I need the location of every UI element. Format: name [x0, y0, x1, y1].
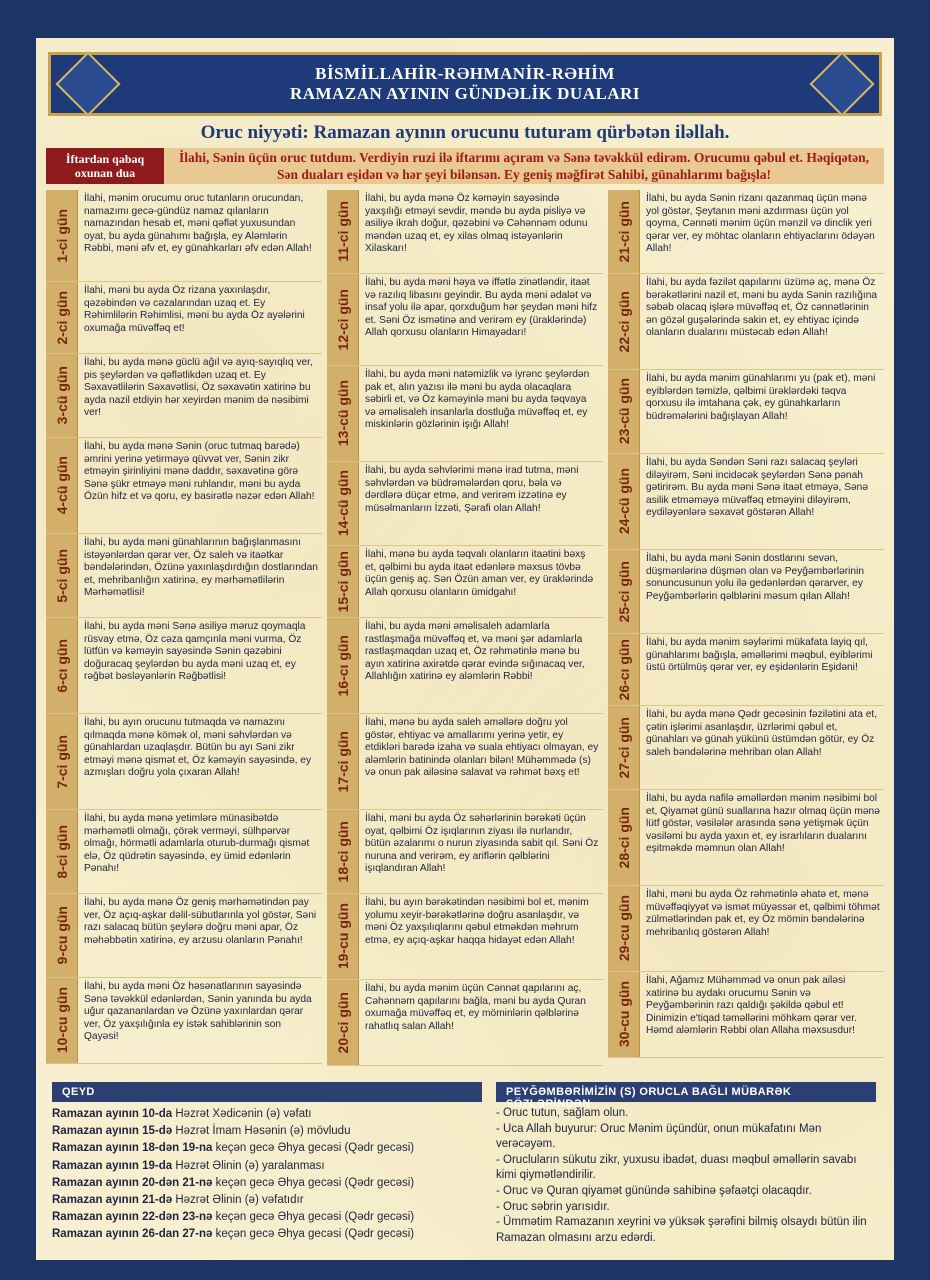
note-date: Ramazan ayının 15-də — [52, 1125, 173, 1138]
day-tab — [46, 282, 78, 353]
day-prayer-text: İlahi, bu ayda məni Sənə asiliyə məruz qoymaqla rüsvay etmə, Öz cəza qamçınla məni vurma, Öz lütfün və kəməyin sayəsində Sənin qəzəbini doğuracaq şeylərdən bu ayda məni uzaq et, ey rəğbət bəsləyənlərin Rəğbətlisi! — [84, 621, 306, 683]
day-cell — [608, 972, 884, 1058]
day-tab — [46, 618, 78, 713]
day-label: 3-cü gün — [53, 366, 70, 425]
day-prayer-text: İlahi, məni bu ayda Öz rizana yaxınlaşdır, qəzəbindən və cəzalarından uzaq et. Ey Rəhimlilərin Rəhimlisi, məni bu ayda Öz ayələrini oxumağa müvəffəq et! — [84, 285, 305, 334]
note-row — [52, 1175, 482, 1192]
day-label: 2-ci gün — [53, 290, 70, 345]
day-tab — [608, 886, 640, 971]
day-cell — [46, 894, 322, 978]
note-date: Ramazan ayının 20-dən 21-nə — [52, 1176, 213, 1189]
day-tab — [46, 894, 78, 977]
note-event: Həzrət Əlinin (ə) vəfatıdır — [172, 1194, 304, 1207]
day-prayer-text: İlahi, bu ayda mənim səylərimi mükafata layiq qıl, günahlarımı bağışla, əməllərimi məqbul, eyiblərimi üstü örtülmüş qərar ver, ey eşidənlərin Eşidəni! — [646, 637, 873, 674]
day-cell — [608, 706, 884, 790]
day-label: 18-ci gün — [334, 820, 351, 883]
day-label: 15-ci gün — [334, 550, 351, 613]
iftar-text: İlahi, Sənin üçün oruc tutdum. Verdiyin ruzi ilə iftarımı açıram və Sənə təvəkkül edirəm. Orucumu qəbul et. Həqiqətən, Sən duaları eşidən və hər şeyi bilənsən. Ey geniş məğfirət Sahibi, günahlarımı bağışla! — [179, 150, 869, 182]
day-label: 11-ci gün — [334, 201, 351, 262]
day-cell — [608, 790, 884, 886]
day-prayer-text: İlahi, bu ayda fəzilət qapılarını üzümə aç, mənə Öz bərəkətlərini nazil et, məni bu ayda Sənin razılığına səbəb olacaq işlərə müvəffəq et, Öz cənnətlərinin ən gözəl guşələrində sakin et, ey ehtiyac içində olanların dualarını müstəcab edən Allah! — [646, 277, 878, 339]
day-label: 14-cü gün — [334, 470, 351, 537]
day-cell — [327, 366, 603, 462]
note-row — [52, 1123, 482, 1140]
note-event: keçən gecə Əhya gecəsi (Qədr gecəsi) — [212, 1228, 415, 1241]
day-cell — [46, 534, 322, 618]
title-banner — [48, 52, 882, 116]
day-cell — [327, 714, 603, 810]
day-label: 17-ci gün — [334, 730, 351, 793]
days-column-3 — [608, 190, 884, 1058]
day-prayer-text: İlahi, məni bu ayda Öz rəhmətinlə əhatə et, mənə müvəffəqiyyət və ismət müyəssər et, qəlbimi töhmət zülmətlərindən pak et, ey Öz mömin bəndələrinə mehribanlıq göstərən Allah! — [646, 889, 880, 938]
note-date: Ramazan ayının 21-də — [52, 1194, 173, 1207]
day-label: 30-cu gün — [615, 981, 632, 1048]
day-tab — [608, 550, 640, 633]
day-cell — [327, 618, 603, 714]
day-label: 26-cı gün — [615, 638, 632, 701]
iftar-dua-box — [46, 148, 884, 184]
day-label: 19-cu gün — [334, 903, 351, 970]
day-label: 13-cü gün — [334, 380, 351, 447]
day-prayer-text: İlahi, bu ayda mənə Öz geniş mərhəmətindən pay ver, Öz açıq-aşkar dəlil-sübutlarınla yol göstər, Səni razı salacaq bütün şeylərə doğru məni apar, Öz məhəbbətin xatirinə, ey arzusu olanların Pənahı! — [84, 897, 317, 946]
note-row — [52, 1158, 482, 1175]
day-tab — [327, 274, 359, 365]
day-cell — [46, 354, 322, 438]
day-prayer-text: İlahi, Ağamız Mühəmməd və onun pak ailəsi xatirinə bu aydakı orucumu Sənin və Peyğəmbərinin razı qaldığı şəkildə qəbul et! Dinimizin e'tiqad təməllərini möhkəm qərar ver. Həmd aləmlərin Rəbbi olan Allaha məxsusdur! — [646, 975, 857, 1037]
note-date: Ramazan ayının 22-dən 23-nə — [52, 1211, 213, 1224]
day-label: 23-cü gün — [615, 378, 632, 445]
day-cell — [327, 190, 603, 274]
note-event: keçən gecə Əhya gecəsi (Qədr gecəsi) — [212, 1142, 415, 1155]
day-tab — [327, 810, 359, 893]
day-cell — [608, 634, 884, 706]
banner-line-2: RAMAZAN AYININ GÜNDƏLİK DUALARI — [290, 84, 640, 103]
day-tab — [327, 462, 359, 545]
ornament-left-icon — [55, 51, 120, 116]
day-tab — [608, 706, 640, 789]
saying-item: - Oruc və Quran qiyamət günündə sahibinə şəfaətçi olacaqdır. — [496, 1184, 812, 1197]
note-event: keçən gecə Əhya gecəsi (Qədr gecəsi) — [212, 1211, 415, 1224]
day-tab — [46, 438, 78, 533]
day-cell — [46, 190, 322, 282]
day-cell — [46, 810, 322, 894]
day-label: 21-ci gün — [615, 200, 632, 263]
day-prayer-text: İlahi, bu ayın bərəkətindən nəsibimi bol et, mənim yolumu xeyir-bərəkətlərinə doğru asanlaşdır, və məni Öz yaxşılıqlarını qəbul etməkdən məhrum etmə, ey açıq-aşkar haqqa hidayət edən Allah! — [365, 897, 589, 946]
day-prayer-text: İlahi, bu ayda məni günahlarının bağışlanmasını istəyənlərdən qərar ver, Öz saleh və itaətkar bəndələrindən, Özünə yaxınlaşdırdığın dostlarından et, mehribanlığın xatirinə, ey mərhəmətlilərin Mərhəmətlisi! — [84, 537, 318, 599]
note-event: Həzrət Xədicənin (ə) vəfatı — [172, 1108, 312, 1120]
day-cell — [46, 714, 322, 810]
note-row — [52, 1192, 482, 1209]
day-cell — [46, 282, 322, 354]
day-tab — [327, 366, 359, 461]
day-prayer-text: İlahi, bu ayda Səndən Səni razı salacaq şeyləri diləyirəm, Səni incidəcək şeylərdən Sənə pənah gətirirəm. Bu ayda məni Sənə itaət etməyə, Sənə asilik etməməyə müvəffəq etməyini diləyirəm, eydiləyənlərə səxavət göstərən Allah! — [646, 457, 868, 519]
day-cell — [327, 462, 603, 546]
note-event: keçən gecə Əhya gecəsi (Qədr gecəsi) — [212, 1176, 415, 1189]
day-label: 12-ci gün — [334, 288, 351, 351]
day-prayer-text: İlahi, bu ayda Sənin rizanı qazanmaq üçün mənə yol göstər, Şeytanın məni azdırması üçün yol qoyma, Cənnəti mənim üçün mənzil və dinclik yeri qərar ver, ey möhtac olanların ehtiyaclarını ödəyən Allah! — [646, 193, 875, 255]
day-label: 6-cı gün — [53, 638, 70, 693]
day-label: 4-cü gün — [53, 456, 70, 515]
day-tab — [46, 714, 78, 809]
day-label: 29-cu gün — [615, 895, 632, 962]
day-cell — [608, 370, 884, 454]
poster-sheet — [36, 38, 894, 1260]
day-cell — [46, 978, 322, 1064]
day-tab — [327, 546, 359, 617]
day-label: 7-ci gün — [53, 734, 70, 789]
day-tab — [608, 790, 640, 885]
saying-item: - Ümmətim Ramazanın xeyrini və yüksək şərəfini bilmiş olsaydı bütün ilin Ramazan olmasını arzu edərdi. — [496, 1216, 867, 1244]
note-event: Həzrət İmam Həsənin (ə) mövludu — [172, 1125, 351, 1138]
day-label: 5-ci gün — [53, 548, 70, 603]
day-cell — [608, 190, 884, 274]
note-date: Ramazan ayının 10-da — [52, 1108, 173, 1120]
day-prayer-text: İlahi, bu ayda mənə Öz kəməyin sayəsində yaxşılığı etməyi sevdir, məndə bu ayda pisliyə və asiliyə ikrah doğur, qəzəbini və Cəhənnəm odunu məndən uzaq et, ey xilas olmaq istəyənlərin Xilaskarı! — [365, 193, 588, 255]
day-prayer-text: İlahi, bu ayda mənə yetimlərə münasibətdə mərhəmətli olmağı, çörək verməyi, sülhpərvər olmağı, hörmətli adamlarla oturub-durmağı qismət elə, Öz qüdrətin sayəsində, ey ümid edənlərin Pənahı! — [84, 813, 310, 875]
day-label: 10-cu gün — [53, 987, 70, 1054]
day-cell — [327, 274, 603, 366]
notes-title: QEYD — [52, 1082, 482, 1102]
note-row — [52, 1226, 482, 1243]
day-label: 25-ci gün — [615, 560, 632, 623]
day-prayer-text: İlahi, bu ayda mənim üçün Cənnət qapılarını aç, Cəhənnəm qapılarını bağla, məni bu ayda Quran oxumağa müvəffəq et, ey möminlərin qəlblərinə rahatlıq salan Allah! — [365, 983, 586, 1032]
day-cell — [608, 454, 884, 550]
day-prayer-text: İlahi, bu ayın orucunu tutmaqda və namazını qılmaqda mənə kömək ol, məni səhvlərdən və günahlardan uzaqlaşdır. Bütün bu ayı Səni zikr etməyi mənə qismət et, Öz kəməyin sayəsində, ey azmışları doğru yola çıxaran Allah! — [84, 717, 312, 779]
day-label: 22-ci gün — [615, 290, 632, 353]
note-row — [52, 1140, 482, 1157]
day-tab — [46, 534, 78, 617]
note-date: Ramazan ayının 26-dan 27-nə — [52, 1228, 213, 1241]
day-cell — [608, 550, 884, 634]
day-label: 28-ci gün — [615, 806, 632, 869]
saying-item: - Oruc səbrin yarısıdır. — [496, 1200, 610, 1213]
day-tab — [608, 454, 640, 549]
day-prayer-text: İlahi, bu ayda mənə güclü ağıl və ayıq-sayıqlıq ver, pis şeylərdən və qəflətlikdən uzaq et. Ey Səxavətlilərin Səxavətlisi, Öz səxavətin xatirinə bu ayda nazil etdiyin hər xeyirdən mənim də nəsibimi ver! — [84, 357, 313, 419]
day-label: 27-ci gün — [615, 716, 632, 779]
day-label: 8-ci gün — [53, 824, 70, 879]
day-prayer-text: İlahi, bu ayda məni natəmizlik və iyrənc şeylərdən pak et, alın yazısı ilə məni bu ayda olacaqlara səbirli et, və Öz kəməyinlə məni bu ayda təqvaya və əməlisaleh insanlarla dostluğa müvəffəq et, ey miskinlərin gözlərinin işığı Allah! — [365, 369, 590, 431]
day-prayer-text: İlahi, məni bu ayda Öz səhərlərinin bərəkəti üçün oyat, qəlbimi Öz işıqlarının ziyası ilə nurlandır, bütün əzalarımı o nurun ziyasında sabit qıl. Səni Öz nuruna and verirəm, ey ariflərin qəlblərini işıqlandıran Allah! — [365, 813, 599, 875]
day-tab — [608, 274, 640, 369]
note-event: Həzrət Əlinin (ə) yaralanması — [172, 1159, 325, 1172]
ornament-right-icon — [809, 51, 874, 116]
iftar-label: İftardan qabaq oxunan dua — [46, 148, 164, 184]
oruc-niyyeti: Oruc niyyəti: Ramazan ayının orucunu tuturam qürbətən iləllah. — [200, 122, 730, 143]
day-prayer-text: İlahi, mənə bu ayda təqvalı olanların itaətini bəxş et, qəlbimi bu ayda itaət edənlərə məxsus tövbə üçün geniş aç. Sən Özün aman ver, ey üraklərində Allah qorxusu olanların ümidgahı! — [365, 549, 594, 598]
note-row — [52, 1209, 482, 1226]
sayings-title: PEYĞƏMBƏRİMİZİN (S) ORUCLA BAĞLI MÜBARƏK SÖZLƏRİNDƏN — [496, 1082, 876, 1102]
day-prayer-text: İlahi, bu ayda məni Sənin dostlarını sevən, düşmənlərinə düşmən olan və Peyğəmbərlərinin sonuncusunun yolu ilə gedənlərdən qərarver, ey Peyğəmbərlərin qəlblərini məsum qılan Allah! — [646, 553, 865, 602]
days-column-1 — [46, 190, 322, 1064]
day-label: 9-cu gün — [53, 906, 70, 965]
note-date: Ramazan ayının 19-da — [52, 1159, 173, 1172]
day-prayer-text: İlahi, mənə bu ayda saleh əməllərə doğru yol göstər, ehtiyac və amallarımı yerinə yetir, ey etdikləri barədə izaha və suala ehtiyacı olmayan, ey aləmlərin batinində olanları bilən! Mühəmmədə (s) və onun pak ailəsinə salavat və rəhmət bəxş et! — [365, 717, 599, 779]
day-tab — [608, 190, 640, 273]
day-cell — [46, 438, 322, 534]
day-label: 1-ci gün — [53, 208, 70, 263]
day-tab — [46, 978, 78, 1063]
banner-line-1: BİSMİLLAHİR-RƏHMANİR-RƏHİM — [315, 64, 615, 83]
day-cell — [608, 274, 884, 370]
day-prayer-text: İlahi, bu ayda mənə Qədr gecəsinin fəzilətini ata et, çətin işlərimi asanlaşdır, üzrlərimi qəbul et, günahları və günah yükünü üstümdən götür, ey Öz saleh bəndələrinə mehriban olan Allah! — [646, 709, 878, 758]
note-date: Ramazan ayının 18-dən 19-na — [52, 1142, 213, 1155]
note-row — [52, 1106, 482, 1123]
day-cell — [327, 810, 603, 894]
day-prayer-text: İlahi, bu ayda məni həya və iffətlə zinətləndir, itaət və razılıq libasını geyindir. Bu ayda məni ədalət və insaf yolu ilə apar, qorxduğum hər şeydən məni hifz et. Səni Öz ismətinə and verirəm ey (üraklərində) Allah qorxusu olanların Himayədarı! — [365, 277, 598, 339]
day-cell — [327, 980, 603, 1066]
days-column-2 — [327, 190, 603, 1066]
saying-item: - Uca Allah buyurur: Oruc Mənim üçündür, onun mükafatını Mən verəcəyəm. — [496, 1122, 822, 1151]
day-tab — [327, 894, 359, 979]
day-tab — [46, 810, 78, 893]
notes-list — [52, 1106, 482, 1244]
saying-item: - Oruc tutun, sağlam olun. — [496, 1107, 629, 1119]
day-prayer-text: İlahi, bu ayda səhvlərimi mənə irad tutma, məni səhvlərdən və büdrəmələrdən qoru, bəla və dərdlərə düçar etmə, and verirəm izzətinə ey müsəlmanların İzzəti, Şərafi olan Allah! — [365, 465, 579, 514]
day-tab — [327, 190, 359, 273]
day-label: 20-ci gün — [334, 991, 351, 1054]
day-prayer-text: İlahi, bu ayda nafilə əməllərdən mənim nəsibimi bol et, Qiyamət günü suallarına hazır olmaq üçün mənə lütf göstər, vəsilələr arasında sənə yetişmək üçün vəsiləmi bu ayda yaxın et, ey israrlıların dualarını eşitməkdə məmnun olan Allah! — [646, 793, 880, 855]
day-prayer-text: İlahi, bu ayda mənim günahlarımı yu (pak et), məni eyiblərdən təmizlə, qəlbimi ürəklərdəki təqva qorxusu ilə imtahana çək, ey günahkarların büdrəmələrini bağışlayan Allah! — [646, 373, 876, 422]
day-prayer-text: İlahi, bu ayda məni əməlisaleh adamlarla rastlaşmağa müvəffəq et, və məni şər adamlarla rastlaşmaqdan uzaq et, Öz rəhmətinlə mənə bu ayın xatirinə axirətdə qərar evində sığınacaq ver, Allahlığın xatirinə ey aləmlərin Rəbbi! — [365, 621, 585, 683]
day-tab — [46, 354, 78, 437]
day-tab — [327, 618, 359, 713]
day-cell — [327, 894, 603, 980]
day-label: 24-cü gün — [615, 468, 632, 535]
day-cell — [327, 546, 603, 618]
day-tab — [327, 980, 359, 1065]
day-tab — [608, 370, 640, 453]
day-tab — [46, 190, 78, 281]
day-prayer-text: İlahi, bu ayda məni Öz həsənatlarının sayəsində Sənə təvəkkül edənlərdən, Sənin yanında bu ayda uğur qazananlardan və Özünə yaxınlardan qərar ver, Öz yaxşılığınla ey istək sahiblərinin son Qayəsi! — [84, 981, 312, 1043]
sayings-list — [496, 1106, 876, 1246]
day-prayer-text: İlahi, bu ayda mənə Sənin (oruc tutmaq barədə) əmrini yerinə yetirməyə qüvvət ver, Sənin zikr etməyin şirinliyini mənə daddır, səxavətinə görə Sənə şükr etməyə məni ruhlandır, məni bu ayda Özün hifz et və qoru, ey basirətlə nəzər edən Allah! — [84, 441, 315, 503]
day-tab — [327, 714, 359, 809]
day-cell — [46, 618, 322, 714]
day-tab — [608, 972, 640, 1057]
day-label: 16-cı gün — [334, 634, 351, 697]
day-cell — [608, 886, 884, 972]
day-prayer-text: İlahi, mənim orucumu oruc tutanların orucundan, namazımı gecə-gündüz namaz qılanların namazından hesab et, məni qəflət yuxusundan oyat, bu ayda günahımı bağışla, ey Aləmlərin Rəbbi, məni əfv et, ey günahkarları əfv edən Allah! — [84, 193, 312, 255]
saying-item: - Orucluların sükutu zikr, yuxusu ibadət, duası məqbul əməllərin savabı kimi qiymətləndirilir. — [496, 1153, 857, 1182]
day-tab — [608, 634, 640, 705]
